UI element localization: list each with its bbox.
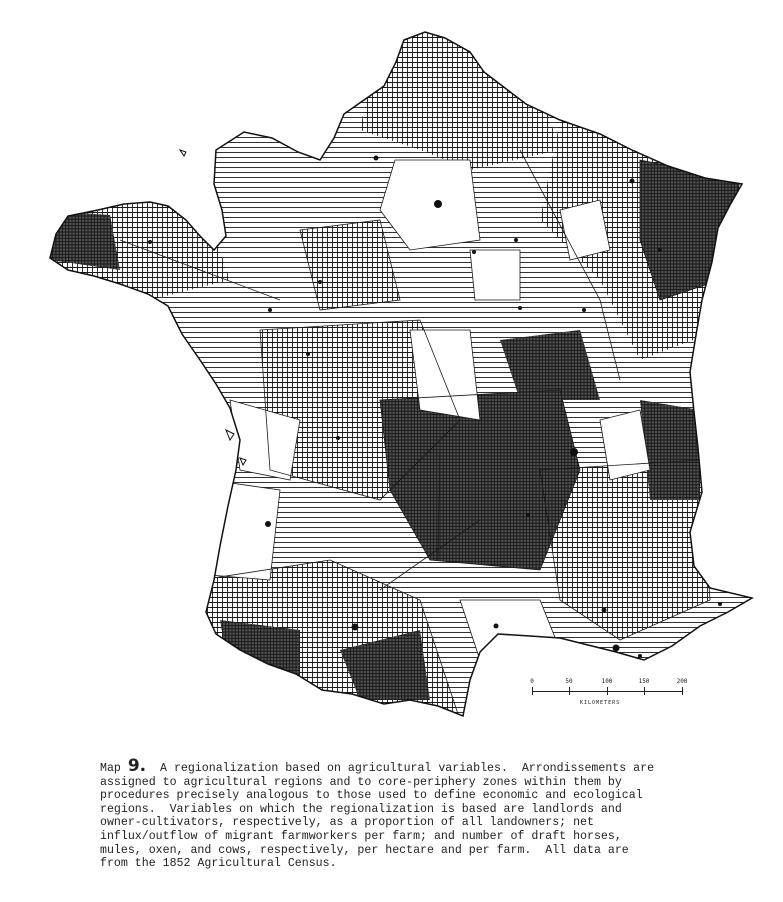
- scale-unit-label: KILOMETERS: [580, 700, 621, 706]
- caption-prefix: Map: [100, 762, 128, 775]
- scale-tick-label: 150: [638, 678, 650, 685]
- scale-tick-label: 200: [676, 678, 688, 685]
- scale-tick-label: 0: [530, 678, 534, 685]
- scale-tick-label: 50: [565, 678, 573, 685]
- scale-bar: [532, 678, 692, 712]
- map-number: 9.: [127, 756, 147, 776]
- caption-text: A regionalization based on agricultural variables. Arrondissements are assigned to agricultural regions and to core-periphery zones within them by procedures precisely analogous to those used to define economic and ecological regions. Variables on which the regionalization is based are landlords and owner-cultivators, respectively, as a proportion of all landowners; net influx/outflow of migrant farmworkers per farm; and number of draft horses, mules, oxen, and cows, respectively, per hectare and per farm. All data are from the 1852 Agricultural Census.: [100, 762, 655, 871]
- scale-tick-label: 100: [601, 678, 613, 685]
- map-caption: [100, 756, 720, 871]
